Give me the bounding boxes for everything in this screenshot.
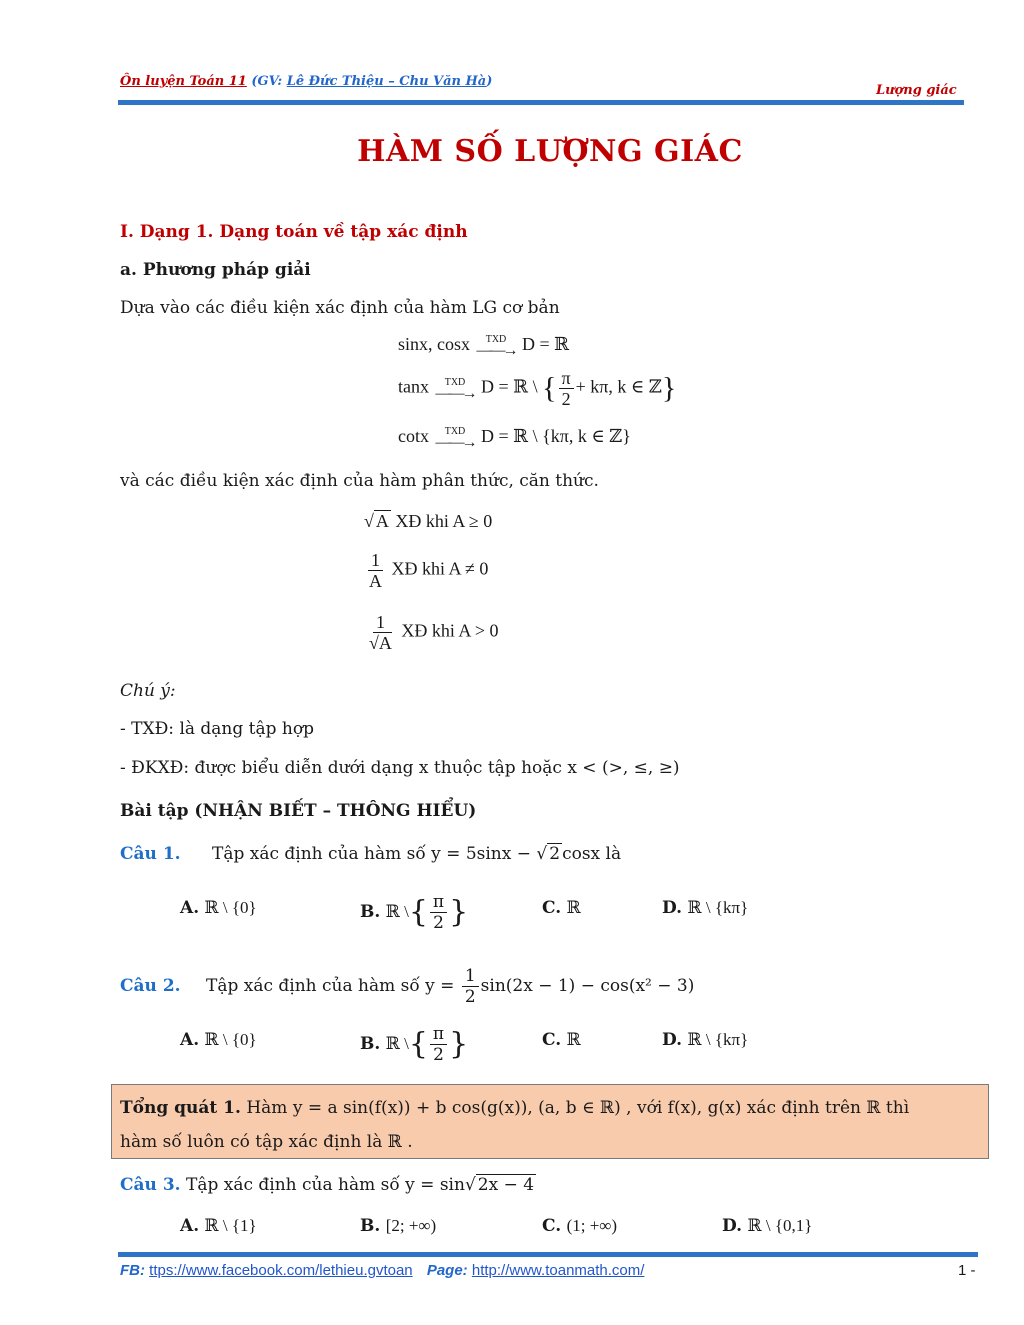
cond-frac xyxy=(364,550,488,591)
option-value: (1; +∞) xyxy=(566,1216,618,1235)
question-label: Câu 3. xyxy=(120,1175,181,1195)
q3-option-b[interactable] xyxy=(360,1216,436,1236)
option-label: C. xyxy=(542,1216,562,1236)
footer xyxy=(120,1262,644,1279)
page-label: Page: xyxy=(426,1262,468,1279)
frac-den: 2 xyxy=(433,913,444,933)
formula2-left: tanx xyxy=(398,376,429,397)
section-heading: I. Dạng 1. Dạng toán về tập xác định xyxy=(120,222,468,242)
arrow-icon: TXD ——→ xyxy=(435,425,475,451)
q2-option-d[interactable] xyxy=(662,1030,748,1050)
frac-den: √A xyxy=(369,633,392,653)
frac-den: 2 xyxy=(433,1045,444,1065)
exercises-heading: Bài tập (NHẬN BIẾT – THÔNG HIỂU) xyxy=(120,801,477,821)
fraction-1-sqrtA xyxy=(366,612,395,653)
q3-option-d[interactable] xyxy=(722,1216,812,1236)
cond3-radicand: A xyxy=(378,633,392,653)
general-line1 xyxy=(120,1097,909,1119)
question-text: Tập xác định của hàm số y = xyxy=(205,976,460,996)
q2-options xyxy=(180,1024,960,1065)
formula2-tail: + kπ, k ∈ ℤ xyxy=(575,376,662,397)
option-value: ℝ \ {1} xyxy=(204,1216,257,1235)
formula-tan: tanx TXD ——→ D = ℝ \ { $\frac{\pi}{2}$ + kπ, k ∈ ℤ} xyxy=(398,368,677,409)
arrow-icon: TXD ——→ xyxy=(476,333,516,359)
frac-num: 1 xyxy=(462,966,479,987)
option-label: A. xyxy=(180,1030,200,1050)
q1-option-a[interactable] xyxy=(180,898,257,918)
question-text: Tập xác định của hàm số y = sin xyxy=(185,1175,465,1195)
option-value: ℝ xyxy=(566,1030,581,1049)
q1-option-c[interactable] xyxy=(542,898,581,918)
frac-num: π xyxy=(430,892,447,913)
option-value: ℝ \ {0} xyxy=(204,898,257,917)
question-text: Tập xác định của hàm số y = 5sinx − xyxy=(211,844,537,864)
formula2-mid: D = ℝ \ xyxy=(481,376,538,397)
question-3 xyxy=(120,1174,536,1196)
general-box xyxy=(111,1084,989,1159)
q2-option-a[interactable] xyxy=(180,1030,257,1050)
question-1 xyxy=(120,843,621,865)
teachers-link[interactable]: Lê Đức Thiệu – Chu Văn Hà xyxy=(286,74,487,89)
option-label: B. xyxy=(360,902,381,922)
frac-num: 1 xyxy=(368,550,383,571)
page-title: HÀM SỐ LƯỢNG GIÁC xyxy=(357,134,743,169)
fraction-pi-2 xyxy=(430,892,447,933)
intro-text: Dựa vào các điều kiện xác định của hàm LG cơ bản xyxy=(120,298,560,318)
q3-option-a[interactable] xyxy=(180,1216,257,1236)
option-value: ℝ \ xyxy=(385,902,409,921)
header-rule xyxy=(118,100,964,105)
cond3-text: XĐ khi A > 0 xyxy=(401,620,499,641)
general-label: Tổng quát 1. xyxy=(120,1098,241,1118)
arrow-label: TXD xyxy=(444,425,466,437)
course-name: Ôn luyện Toán 11 xyxy=(120,74,247,89)
gv-close: ) xyxy=(486,74,493,89)
option-value: ℝ \ xyxy=(385,1034,409,1053)
note-line2: - ĐKXĐ: được biểu diễn dưới dạng x thuộc tập hoặc x < (>, ≤, ≥) xyxy=(120,758,680,778)
frac-den: 2 xyxy=(464,987,476,1007)
option-label: B. xyxy=(360,1216,381,1236)
sqrt-icon: √ 2 xyxy=(536,844,561,864)
fb-link[interactable]: ttps://www.facebook.com/lethieu.gvtoan xyxy=(149,1262,413,1279)
header-topic: Lượng giác xyxy=(876,83,957,98)
option-label: C. xyxy=(542,898,562,918)
q3-option-c[interactable] xyxy=(542,1216,617,1236)
frac-den: A xyxy=(369,571,382,591)
sqrt-icon: √ A xyxy=(364,511,389,531)
option-value: ℝ \ {0} xyxy=(204,1030,257,1049)
formula1-right: D = ℝ xyxy=(522,334,570,354)
header-left xyxy=(120,74,492,89)
formula-sin-cos xyxy=(398,332,569,357)
formula1-left: sinx, cosx xyxy=(398,334,470,354)
note-label: Chú ý: xyxy=(120,681,176,701)
frac-num: π xyxy=(559,368,574,389)
arrow-label: TXD xyxy=(444,376,466,388)
q3-options xyxy=(180,1216,960,1244)
q1-option-d[interactable] xyxy=(662,898,748,918)
option-label: D. xyxy=(662,898,683,918)
gv-label: (GV: xyxy=(251,74,287,89)
fraction-1-2 xyxy=(462,966,479,1007)
general-text2: hàm số luôn có tập xác định là ℝ . xyxy=(120,1132,413,1152)
fraction-1-A xyxy=(366,550,385,591)
cond1-radicand: A xyxy=(375,511,389,531)
formula3-left: cotx xyxy=(398,426,429,446)
q3-radicand: 2x − 4 xyxy=(477,1175,535,1195)
q1-options xyxy=(180,892,960,933)
q2-option-b[interactable]: B. ℝ \{ $\frac{\pi}{2}$ } xyxy=(360,1024,469,1065)
fb-label: FB: xyxy=(120,1262,145,1279)
frac-num: 1 xyxy=(373,612,388,633)
arrow-icon: TXD ——→ xyxy=(435,376,475,402)
option-label: D. xyxy=(662,1030,683,1050)
option-value: ℝ xyxy=(566,898,581,917)
option-label: B. xyxy=(360,1034,381,1054)
page-number: 1 - xyxy=(958,1262,976,1279)
question-label: Câu 2. xyxy=(120,976,181,996)
question-tail: sin(2x − 1) − cos(x² − 3) xyxy=(480,976,695,996)
arrow-label: TXD xyxy=(485,333,507,345)
formula-cot xyxy=(398,424,631,449)
option-label: A. xyxy=(180,1216,200,1236)
question-tail: cosx là xyxy=(562,844,622,864)
page-link[interactable]: http://www.toanmath.com/ xyxy=(471,1262,645,1279)
cond2-text: XĐ khi A ≠ 0 xyxy=(391,558,489,579)
option-label: C. xyxy=(542,1030,562,1050)
q2-option-c[interactable] xyxy=(542,1030,581,1050)
note-line1: - TXĐ: là dạng tập hợp xyxy=(120,719,314,739)
q1-radicand: 2 xyxy=(549,844,561,864)
option-value: ℝ \ {kπ} xyxy=(687,1030,749,1049)
intro2-text: và các điều kiện xác định của hàm phân thức, căn thức. xyxy=(120,471,599,491)
option-label: A. xyxy=(180,898,200,918)
general-text1: Hàm y = a sin(f(x)) + b cos(g(x)), (a, b ∈ ℝ) , với f(x), g(x) xác định trên ℝ thì xyxy=(246,1098,910,1118)
frac-den: 2 xyxy=(561,389,571,409)
cond-frac-sqrt xyxy=(364,612,499,653)
formula3-right: D = ℝ \ {kπ, k ∈ ℤ} xyxy=(481,426,631,446)
option-label: D. xyxy=(722,1216,743,1236)
fraction-pi-2 xyxy=(559,368,574,409)
cond1-text: XĐ khi A ≥ 0 xyxy=(395,511,493,531)
fraction-pi-2 xyxy=(430,1024,447,1065)
option-value: ℝ \ {0,1} xyxy=(747,1216,813,1235)
question-2 xyxy=(120,966,694,1007)
cond-sqrt xyxy=(364,509,492,533)
sqrt-icon: √ 2x − 4 xyxy=(464,1175,535,1195)
footer-rule xyxy=(118,1252,978,1257)
q1-option-b[interactable]: B. ℝ \{ $\frac{\pi}{2}$ } xyxy=(360,892,469,933)
option-value: ℝ \ {kπ} xyxy=(687,898,749,917)
subheading-method: a. Phương pháp giải xyxy=(120,260,311,280)
question-label: Câu 1. xyxy=(120,844,181,864)
frac-num: π xyxy=(430,1024,447,1045)
option-value: [2; +∞) xyxy=(385,1216,437,1235)
